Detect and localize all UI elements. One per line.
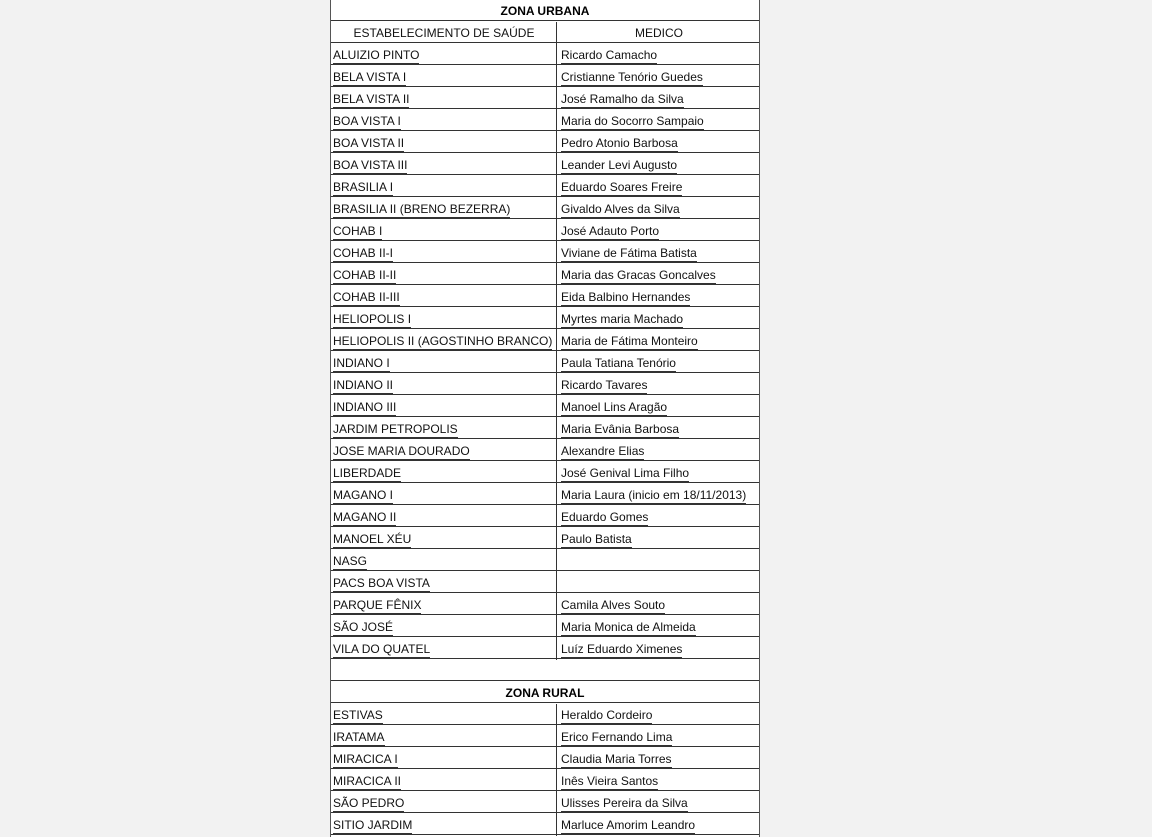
table-row: [331, 484, 759, 506]
doctor-cell: [561, 528, 757, 550]
doctor-name: José Genival Lima Filho: [561, 466, 690, 480]
establishment-cell: [333, 264, 555, 286]
establishment-cell: [333, 792, 555, 814]
establishment-cell: [333, 242, 555, 264]
table-row: [331, 770, 759, 792]
establishment-name: LIBERDADE: [333, 466, 402, 480]
doctor-name: Maria Monica de Almeida: [561, 620, 696, 634]
doctor-cell: [561, 440, 757, 462]
establishment-cell: [333, 330, 555, 352]
doctor-name: Maria de Fátima Monteiro: [561, 334, 698, 348]
establishment-name: JARDIM PETROPOLIS: [333, 422, 458, 436]
table-row: [331, 330, 759, 352]
establishment-name: HELIOPOLIS II (AGOSTINHO BRANCO): [333, 334, 553, 348]
establishment-cell: [333, 726, 555, 748]
establishment-cell: [333, 748, 555, 770]
table-row: [331, 110, 759, 132]
doctor-cell: [561, 330, 757, 352]
establishment-cell: [333, 704, 555, 726]
doctor-name: Claudia Maria Torres: [561, 752, 672, 766]
doctor-cell: [561, 638, 757, 660]
doctor-cell: [561, 374, 757, 396]
establishment-name: ESTIVAS: [333, 708, 383, 722]
establishment-name: HELIOPOLIS I: [333, 312, 412, 326]
doctor-cell: [561, 220, 757, 242]
doctor-cell: [561, 462, 757, 484]
doctor-name: Pedro Atonio Barbosa: [561, 136, 678, 150]
doctor-cell: [561, 44, 757, 66]
doctor-cell: [561, 176, 757, 198]
doctor-cell: [561, 572, 757, 594]
establishment-name: MIRACICA I: [333, 752, 398, 766]
doctor-name: Maria das Gracas Goncalves: [561, 268, 716, 282]
table-row: [331, 594, 759, 616]
doctor-cell: [561, 352, 757, 374]
blank-row: [331, 660, 759, 682]
doctor-cell: [561, 704, 757, 726]
establishment-cell: [333, 286, 555, 308]
table-row: [331, 286, 759, 308]
doctor-name: Ulisses Pereira da Silva: [561, 796, 688, 810]
establishment-cell: [333, 44, 555, 66]
establishment-name: BOA VISTA I: [333, 114, 401, 128]
doctor-name: José Adauto Porto: [561, 224, 660, 238]
table-row: [331, 792, 759, 814]
doctor-cell: [561, 484, 757, 506]
establishment-name: BELA VISTA I: [333, 70, 407, 84]
doctor-name: Cristianne Tenório Guedes: [561, 70, 703, 84]
establishment-name: JOSE MARIA DOURADO: [333, 444, 470, 458]
establishment-name: INDIANO I: [333, 356, 390, 370]
table-row: [331, 440, 759, 462]
establishment-cell: [333, 770, 555, 792]
table-row: [331, 814, 759, 836]
establishment-name: IRATAMA: [333, 730, 385, 744]
establishment-name: COHAB II-I: [333, 246, 394, 260]
table-row: [331, 44, 759, 66]
doctor-name: Myrtes maria Machado: [561, 312, 684, 326]
table-row: [331, 308, 759, 330]
establishment-cell: [333, 132, 555, 154]
doctor-cell: [561, 198, 757, 220]
doctor-name: Manoel Lins Aragão: [561, 400, 668, 414]
table-row: [331, 462, 759, 484]
doctor-name: Inês Vieira Santos: [561, 774, 659, 788]
table-row: [331, 176, 759, 198]
establishment-cell: [333, 550, 555, 572]
establishment-cell: [333, 484, 555, 506]
doctor-name: Eduardo Soares Freire: [561, 180, 683, 194]
column-header-establishment: ESTABELECIMENTO DE SAÚDE: [353, 26, 535, 40]
doctor-name: Ricardo Tavares: [561, 378, 648, 392]
doctor-name: Erico Fernando Lima: [561, 730, 673, 744]
establishment-name: SÃO JOSÉ: [333, 620, 394, 634]
establishment-name: MAGANO I: [333, 488, 394, 502]
establishment-name: SITIO JARDIM: [333, 818, 413, 832]
establishment-cell: [333, 176, 555, 198]
establishment-name: NASG: [333, 554, 368, 568]
establishment-cell: [333, 220, 555, 242]
doctor-cell: [561, 132, 757, 154]
establishment-name: BOA VISTA III: [333, 158, 408, 172]
establishment-name: PARQUE FÊNIX: [333, 598, 422, 612]
zona-rural-title: [331, 682, 759, 704]
establishment-cell: [333, 308, 555, 330]
establishment-cell: [333, 638, 555, 660]
table-row: [331, 132, 759, 154]
table-row: [331, 396, 759, 418]
establishment-cell: [333, 154, 555, 176]
establishment-name: PACS BOA VISTA: [333, 576, 430, 590]
table-row: [331, 154, 759, 176]
establishment-cell: [333, 66, 555, 88]
table-row: [331, 572, 759, 594]
establishment-name: BRASILIA II (BRENO BEZERRA): [333, 202, 511, 216]
establishment-name: COHAB II-II: [333, 268, 397, 282]
establishment-name: ALUIZIO PINTO: [333, 48, 420, 62]
establishment-name: MAGANO II: [333, 510, 397, 524]
establishment-cell: [333, 616, 555, 638]
establishment-name: MIRACICA II: [333, 774, 402, 788]
table-row: [331, 220, 759, 242]
doctor-name: José Ramalho da Silva: [561, 92, 684, 106]
doctor-cell: [561, 726, 757, 748]
table-row: [331, 638, 759, 660]
table-row: [331, 88, 759, 110]
doctor-name: Viviane de Fátima Batista: [561, 246, 697, 260]
doctor-name: Givaldo Alves da Silva: [561, 202, 680, 216]
establishment-cell: [333, 440, 555, 462]
doctor-cell: [561, 506, 757, 528]
establishment-cell: [333, 374, 555, 396]
table-row: [331, 374, 759, 396]
doctor-cell: [561, 616, 757, 638]
establishment-name: SÃO PEDRO: [333, 796, 405, 810]
table-row: [331, 550, 759, 572]
establishment-cell: [333, 462, 555, 484]
table-row: [331, 616, 759, 638]
doctor-name: Heraldo Cordeiro: [561, 708, 653, 722]
establishment-cell: [333, 814, 555, 836]
establishment-name: VILA DO QUATEL: [333, 642, 431, 656]
zona-urbana-title: [331, 0, 759, 22]
doctor-cell: [561, 110, 757, 132]
establishment-name: BELA VISTA II: [333, 92, 410, 106]
doctor-cell: [561, 594, 757, 616]
column-header-row: [331, 22, 759, 44]
doctor-cell: [561, 242, 757, 264]
doctor-cell: [561, 66, 757, 88]
establishment-name: MANOEL XÉU: [333, 532, 412, 546]
establishment-cell: [333, 110, 555, 132]
doctor-name: Paulo Batista: [561, 532, 632, 546]
table-row: [331, 704, 759, 726]
table-row: [331, 748, 759, 770]
doctor-cell: [561, 814, 757, 836]
table-row: [331, 506, 759, 528]
establishment-cell: [333, 352, 555, 374]
table-row: [331, 528, 759, 550]
column-header-doctor: MEDICO: [635, 26, 683, 40]
zona-rural-title-text: ZONA RURAL: [505, 686, 585, 700]
doctor-name: Luíz Eduardo Ximenes: [561, 642, 683, 656]
establishment-cell: [333, 528, 555, 550]
doctor-name: Maria do Socorro Sampaio: [561, 114, 704, 128]
doctor-name: Ricardo Camacho: [561, 48, 658, 62]
establishment-name: INDIANO II: [333, 378, 394, 392]
doctor-cell: [561, 286, 757, 308]
establishment-cell: [333, 88, 555, 110]
establishment-cell: [333, 418, 555, 440]
table-row: [331, 198, 759, 220]
doctor-name: Paula Tatiana Tenório: [561, 356, 676, 370]
doctor-cell: [561, 748, 757, 770]
establishment-name: BRASILIA I: [333, 180, 394, 194]
doctor-cell: [561, 418, 757, 440]
doctor-name: Eida Balbino Hernandes: [561, 290, 691, 304]
doctor-cell: [561, 792, 757, 814]
doctor-cell: [561, 770, 757, 792]
establishment-name: COHAB I: [333, 224, 383, 238]
document-sheet: [330, 0, 760, 837]
doctor-cell: [561, 308, 757, 330]
doctor-name: Leander Levi Augusto: [561, 158, 678, 172]
table-row: [331, 726, 759, 748]
doctor-cell: [561, 154, 757, 176]
doctor-name: Eduardo Gomes: [561, 510, 649, 524]
establishment-name: COHAB II-III: [333, 290, 400, 304]
table-row: [331, 66, 759, 88]
doctor-cell: [561, 264, 757, 286]
establishment-name: BOA VISTA II: [333, 136, 405, 150]
establishment-cell: [333, 506, 555, 528]
establishment-cell: [333, 594, 555, 616]
doctor-cell: [561, 88, 757, 110]
doctor-name: Maria Evânia Barbosa: [561, 422, 680, 436]
establishment-name: INDIANO III: [333, 400, 397, 414]
zona-urbana-title-text: ZONA URBANA: [500, 4, 590, 18]
establishment-cell: [333, 572, 555, 594]
establishment-cell: [333, 198, 555, 220]
doctor-cell: [561, 550, 757, 572]
doctor-name: Camila Alves Souto: [561, 598, 666, 612]
table-row: [331, 352, 759, 374]
table-row: [331, 242, 759, 264]
doctor-name: Alexandre Elias: [561, 444, 645, 458]
doctor-cell: [561, 396, 757, 418]
establishment-cell: [333, 396, 555, 418]
doctor-name: Marluce Amorim Leandro: [561, 818, 696, 832]
table-row: [331, 264, 759, 286]
doctor-name: Maria Laura (inicio em 18/11/2013): [561, 488, 747, 502]
table-row: [331, 418, 759, 440]
